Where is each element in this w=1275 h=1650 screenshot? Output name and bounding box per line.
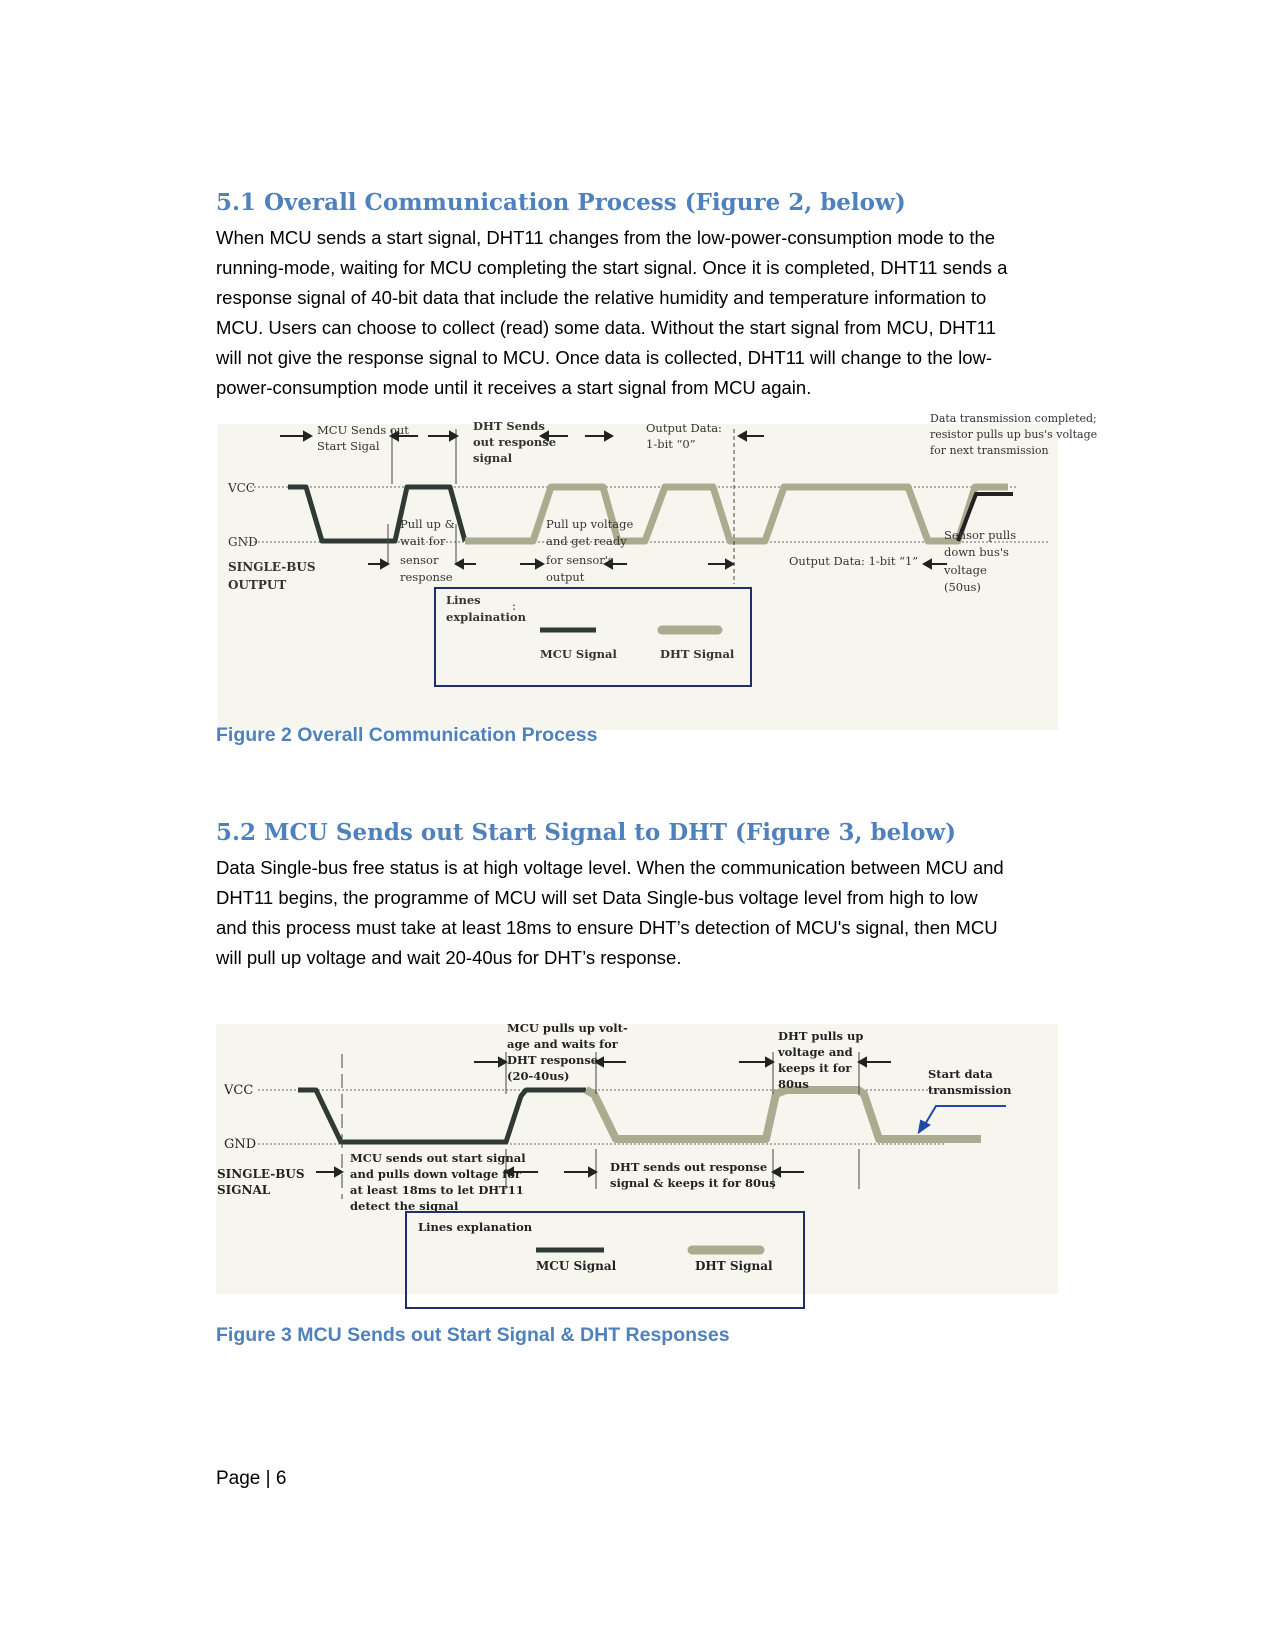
start-text-2: transmission [928, 1083, 1012, 1097]
ready-text-3: for sensor's [546, 553, 614, 567]
mcu-wait-text-1: MCU pulls up volt- [507, 1021, 628, 1035]
pullup-text-1: Pull up & [400, 517, 455, 531]
dht-sends-text-1: DHT Sends [473, 419, 545, 433]
mcu-wait-text-3: DHT response [507, 1053, 599, 1067]
legend-mcu-label: MCU Signal [540, 647, 617, 661]
bus-label-line1: SINGLE-BUS [217, 1167, 305, 1181]
output0-text-1: Output Data: [646, 421, 722, 435]
section-5-2-heading: 5.2 MCU Sends out Start Signal to DHT (Figure 3, below) [216, 819, 957, 846]
dht-resp-text-1: DHT sends out response [610, 1160, 768, 1174]
mcu-low-text-2: and pulls down voltage for [350, 1167, 521, 1181]
legend-title: Lines explanation [418, 1220, 533, 1234]
paragraph-line: response signal of 40-bit data that include the relative humidity and temperature information to [216, 287, 987, 308]
dht-sends-text-2: out response [473, 435, 557, 449]
paragraph-line: power-consumption mode until it receives a start signal from MCU again. [216, 377, 812, 398]
paragraph-line: When MCU sends a start signal, DHT11 changes from the low-power-consumption mode to the [216, 227, 996, 248]
gnd-label: GND [224, 1137, 257, 1152]
vcc-label: VCC [228, 481, 256, 495]
dht-up-text-4: 80us [778, 1077, 809, 1091]
legend-dht-label: DHT Signal [695, 1259, 773, 1273]
legend-dht-label: DHT Signal [660, 647, 735, 661]
section-5-1-heading: 5.1 Overall Communication Process (Figure 2, below) [216, 189, 906, 216]
sensor-pulls-text-2: down bus's [944, 545, 1009, 559]
dht-resp-text-2: signal & keeps it for 80us [610, 1176, 776, 1190]
gnd-label: GND [228, 535, 258, 549]
paragraph-line: will pull up voltage and wait 20-40us for DHT’s response. [216, 947, 682, 968]
dht-up-text-1: DHT pulls up [778, 1029, 864, 1043]
page-number: Page | 6 [216, 1468, 287, 1489]
ready-text-4: output [546, 570, 585, 584]
figure-3-caption: Figure 3 MCU Sends out Start Signal & DHT Responses [216, 1324, 730, 1346]
legend-mcu-label: MCU Signal [536, 1259, 617, 1273]
dht-up-text-2: voltage and [778, 1045, 853, 1059]
legend-title-1: Lines [446, 593, 481, 607]
bus-label-line1: SINGLE-BUS [228, 560, 316, 574]
figure-2-caption: Figure 2 Overall Communication Process [216, 724, 598, 746]
paragraph-line: will not give the response signal to MCU. Once data is collected, DHT11 will change to the low- [216, 347, 992, 368]
mcu-wait-text-2: age and waits for [507, 1037, 618, 1051]
figure-2-background [218, 424, 1058, 730]
ready-text-1: Pull up voltage [546, 517, 634, 531]
output1-text: Output Data: 1-bit “1” [789, 554, 919, 568]
sensor-pulls-text-1: Sensor pulls [944, 528, 1017, 542]
paragraph-line: and this process must take at least 18ms to ensure DHT’s detection of MCU's signal, then MCU [216, 917, 998, 938]
legend-colon: : [512, 599, 517, 613]
paragraph-line: running-mode, waiting for MCU completing the start signal. Once it is completed, DHT11 sends a [216, 257, 1008, 278]
paragraph-line: MCU. Users can choose to collect (read) some data. Without the start signal from MCU, DHT11 [216, 317, 997, 338]
completed-text-3: for next transmission [930, 444, 1049, 457]
mcu-wait-text-4: (20-40us) [507, 1069, 570, 1083]
completed-text-1: Data transmission completed; [930, 412, 1097, 425]
pullup-text-4: response [400, 570, 453, 584]
mcu-start-text-1: MCU Sends out [317, 423, 409, 437]
figure-3-timing-diagram [216, 1021, 1058, 1294]
pullup-text-2: wait for [400, 534, 446, 548]
paragraph-line: Data Single-bus free status is at high voltage level. When the communication between MCU and [216, 857, 1004, 878]
ready-text-2: and get ready [546, 534, 627, 548]
figure-2-svg [218, 412, 1098, 730]
sensor-pulls-text-4: (50us) [944, 580, 981, 594]
dht-up-text-3: keeps it for [778, 1061, 852, 1075]
sensor-pulls-text-3: voltage [944, 563, 987, 577]
paragraph-line: DHT11 begins, the programme of MCU will set Data Single-bus voltage level from high to low [216, 887, 978, 908]
section-5-2-paragraph [216, 853, 1058, 973]
pullup-text-3: sensor [400, 553, 439, 567]
start-text-1: Start data [928, 1067, 993, 1081]
legend-title-2: explaination [446, 610, 526, 624]
dht-sends-text-3: signal [473, 451, 513, 465]
completed-text-2: resistor pulls up bus's voltage [930, 428, 1098, 441]
mcu-low-text-3: at least 18ms to let DHT11 [350, 1183, 524, 1197]
section-5-1-paragraph [216, 223, 1058, 403]
figure-2-timing-diagram [218, 412, 1098, 730]
figure-3-svg [216, 1021, 1058, 1294]
bus-label-line2: OUTPUT [228, 578, 287, 592]
output0-text-2: 1-bit “0” [646, 437, 696, 451]
vcc-label: VCC [224, 1083, 254, 1098]
mcu-low-text-4: detect the signal [350, 1199, 459, 1213]
mcu-low-text-1: MCU sends out start signal [350, 1151, 526, 1165]
bus-label-line2: SIGNAL [217, 1183, 271, 1197]
mcu-start-text-2: Start Sigal [317, 439, 380, 453]
